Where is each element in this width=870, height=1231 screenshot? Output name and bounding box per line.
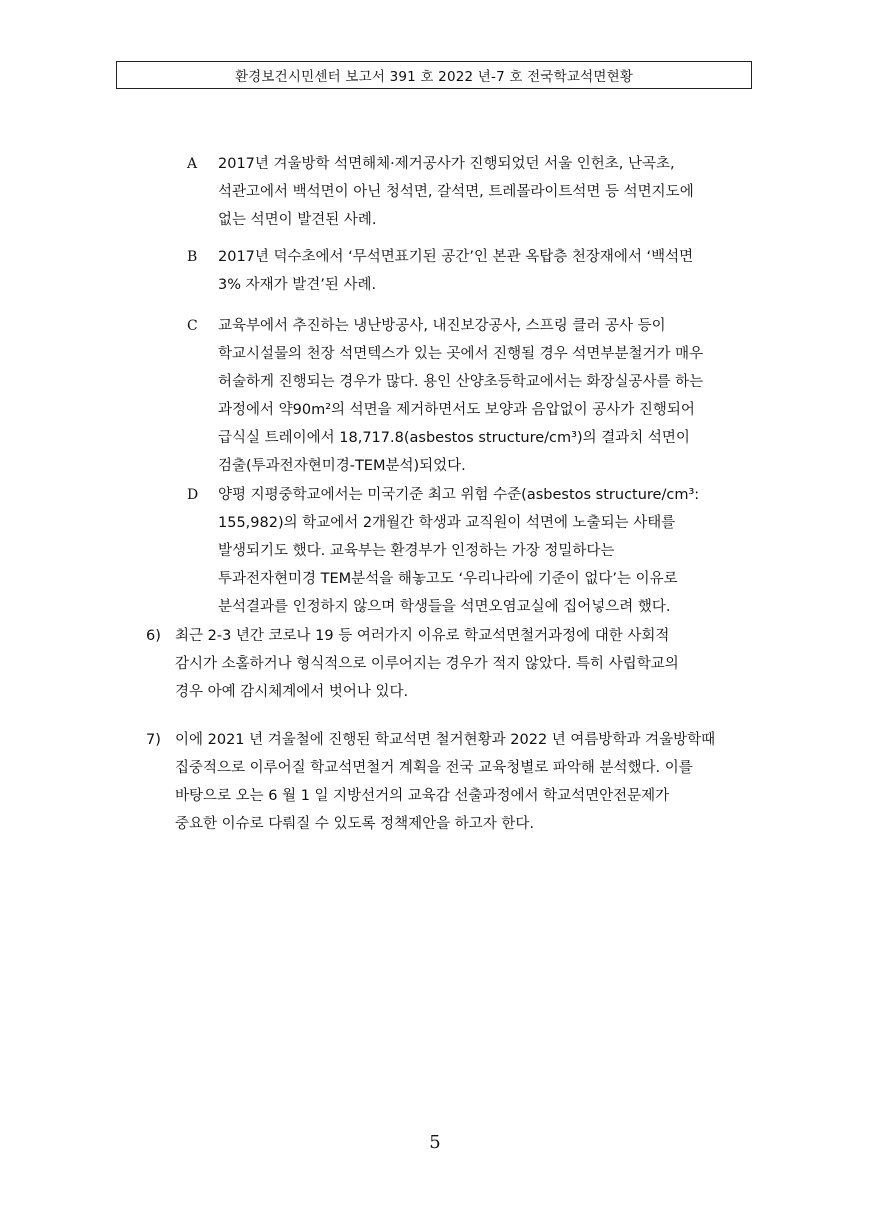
text-line: 검출(투과전자현미경-TEM분석)되었다.: [218, 458, 466, 474]
case-text: [218, 312, 778, 480]
case-text: [218, 243, 778, 299]
text-line: 투과전자현미경 TEM분석을 해놓고도 ‘우리나라에 기준이 없다’는 이유로: [218, 571, 678, 587]
text-line: 2017년 겨울방학 석면해체·제거공사가 진행되었던 서울 인헌초, 난곡초,: [218, 156, 675, 172]
case-text: [218, 481, 778, 621]
text-line: 교육부에서 추진하는 냉난방공사, 내진보강공사, 스프링 클러 공사 등이: [218, 318, 666, 334]
text-line: 집중적으로 이루어질 학교석면철거 계획을 전국 교육청별로 파악해 분석했다. 이를: [175, 760, 693, 776]
text-line: 2017년 덕수초에서 ‘무석면표기된 공간’인 본관 옥탑층 천장재에서 ‘백석면: [218, 249, 694, 265]
text-line: 급식실 트레이에서 18,717.8(asbestos structure/cm³)의 결과치 석면이: [218, 430, 690, 446]
text-line: 최근 2-3 년간 코로나 19 등 여러가지 이유로 학교석면철거과정에 대한 사회적: [175, 628, 670, 644]
text-line: 이에 2021 년 겨울철에 진행된 학교석면 철거현황과 2022 년 여름방학과 겨울방학때: [175, 732, 716, 748]
text-line: 경우 아예 감시체계에서 벗어나 있다.: [175, 684, 409, 700]
text-line: 없는 석면이 발견된 사례.: [218, 212, 377, 228]
case-letter: D: [187, 487, 199, 503]
text-line: 감시가 소홀하거나 형식적으로 이루어지는 경우가 적지 않았다. 특히 사립학교의: [175, 656, 679, 672]
text-line: 3% 자재가 발견’된 사례.: [218, 277, 377, 293]
text-line: 중요한 이슈로 다뤄질 수 있도록 정책제안을 하고자 한다.: [175, 816, 535, 832]
report-header-title: 환경보건시민센터 보고서 391 호 2022 년-7 호 전국학교석면현황: [234, 69, 634, 85]
item-number: 6): [146, 628, 161, 644]
text-line: 155,982)의 학교에서 2개월간 학생과 교직원이 석면에 노출되는 사태를: [218, 515, 676, 531]
case-letter: C: [187, 318, 198, 334]
paragraph-text: [175, 622, 679, 706]
text-line: 허술하게 진행되는 경우가 많다. 용인 산양초등학교에서는 화장실공사를 하는: [218, 374, 704, 390]
text-line: 분석결과를 인정하지 않으며 학생들을 석면오염교실에 집어넣으려 했다.: [218, 599, 671, 615]
text-line: 석관고에서 백석면이 아닌 청석면, 갈석면, 트레몰라이트석면 등 석면지도에: [218, 184, 694, 200]
page-number: 5: [429, 1132, 441, 1153]
report-header: [116, 61, 752, 89]
case-letter: B: [187, 249, 198, 265]
text-line: 과정에서 약90m²의 석면을 제거하면서도 보양과 음압없이 공사가 진행되어: [218, 402, 695, 418]
text-line: 바탕으로 오는 6 월 1 일 지방선거의 교육감 선출과정에서 학교석면안전문제가: [175, 788, 670, 804]
case-text: [218, 150, 778, 234]
item-number: 7): [146, 732, 161, 748]
text-line: 학교시설물의 천장 석면텍스가 있는 곳에서 진행될 경우 석면부분철거가 매우: [218, 346, 704, 362]
case-letter: A: [187, 156, 198, 172]
text-line: 발생되기도 했다. 교육부는 환경부가 인정하는 가장 정밀하다는: [218, 543, 615, 559]
paragraph-text: [175, 726, 715, 838]
text-line: 양평 지평중학교에서는 미국기준 최고 위험 수준(asbestos structure/cm³:: [218, 487, 700, 503]
